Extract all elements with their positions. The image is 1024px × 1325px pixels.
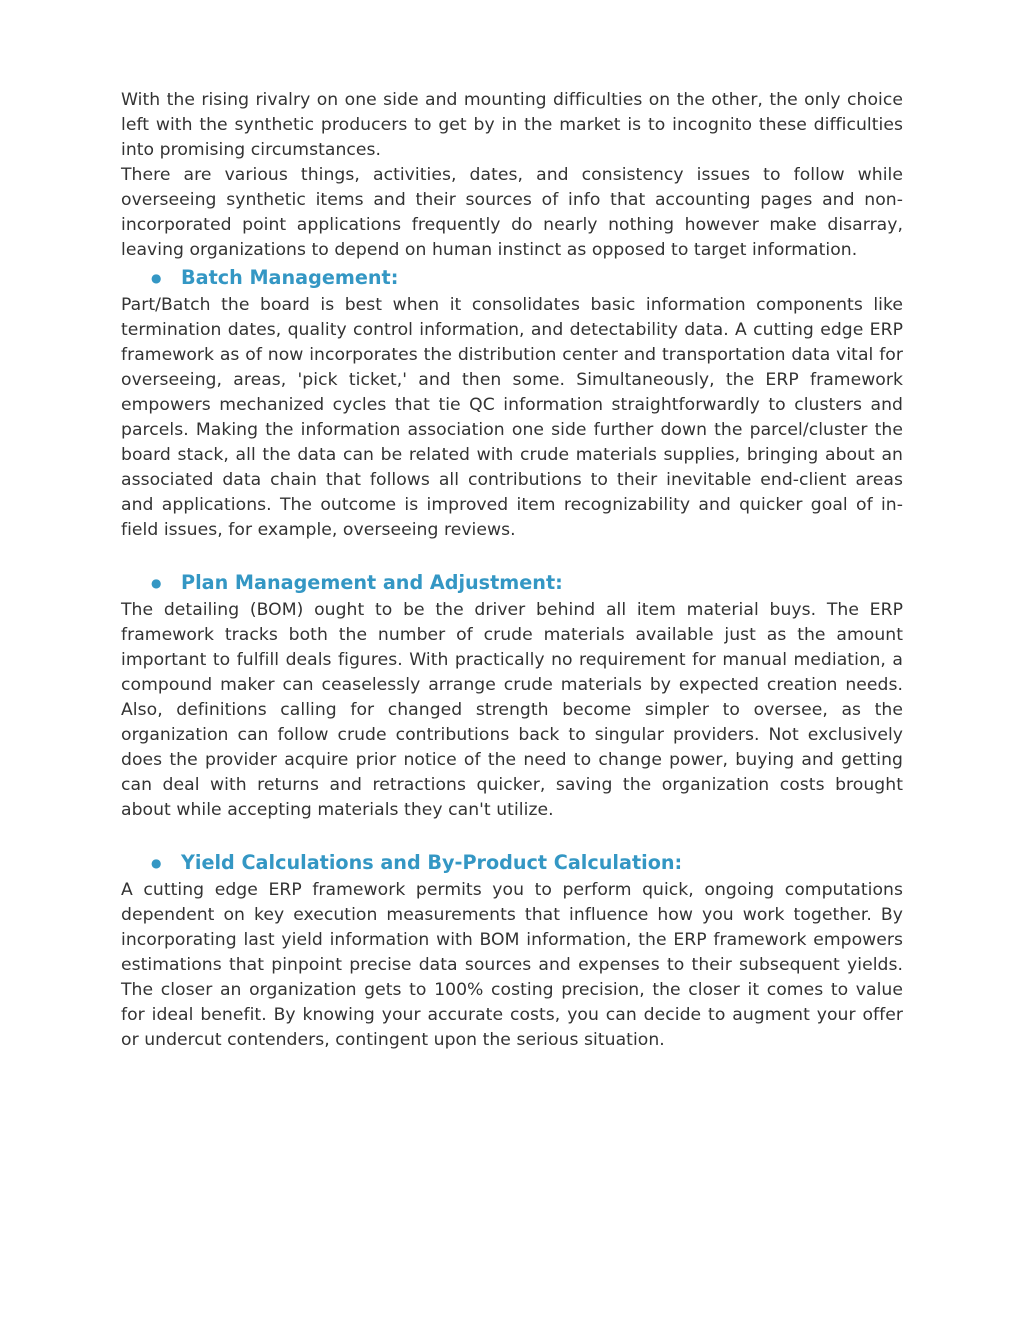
section-heading — [121, 568, 903, 598]
section-body: A cutting edge ERP framework permits you to perform quick, ongoing computations dependent on key execution measurements that influence how you work together. By incorporating last yield information with BOM information, the ERP framework empowers estimations that pinpoint precise data sources and expenses to their subsequent yields. The closer an organization gets to 100% costing precision, the closer it comes to value for ideal benefit. By knowing your accurate costs, you can decide to augment your offer or undercut contenders, contingent upon the serious situation. — [121, 880, 903, 1050]
section-heading-text: Batch Management: — [181, 266, 399, 289]
bullet-icon: ● — [151, 271, 162, 285]
section-yield-calculations — [121, 848, 903, 1053]
section-body: Part/Batch the board is best when it consolidates basic information components like termination dates, quality control information, and detectability data. A cutting edge ERP framework as of now incorporates the distribution center and transportation data vital for overseeing, areas, 'pick ticket,' and then some. Simultaneously, the ERP framework empowers mechanized cycles that tie QC information straightforwardly to clusters and parcels. Making the information association one side further down the parcel/cluster the board stack, all the data can be related with crude materials supplies, bringing about an associated data chain that follows all contributions to their inevitable end-client areas and applications. The outcome is improved item recognizability and quicker goal of in-field issues, for example, overseeing reviews. — [121, 295, 903, 540]
section-heading-text: Yield Calculations and By-Product Calculation: — [181, 851, 683, 874]
section-batch-management — [121, 263, 903, 543]
intro-paragraph: There are various things, activities, dates, and consistency issues to follow while overseeing synthetic items and their sources of info that accounting pages and non-incorporated point applications frequently do nearly nothing however make disarray, leaving organizations to depend on human instinct as opposed to target information. — [121, 165, 903, 260]
section-body: The detailing (BOM) ought to be the driver behind all item material buys. The ERP framework tracks both the number of crude materials available just as the amount important to fulfill deals figures. With practically no requirement for manual mediation, a compound maker can ceaselessly arrange crude materials by expected creation needs. Also, definitions calling for changed strength become simpler to oversee, as the organization can follow crude contributions back to singular providers. Not exclusively does the provider acquire prior notice of the need to change power, buying and getting can deal with returns and retractions quicker, saving the organization costs brought about while accepting materials they can't utilize. — [121, 600, 903, 820]
section-heading — [121, 848, 903, 878]
bullet-icon: ● — [151, 856, 162, 870]
bullet-icon: ● — [151, 576, 162, 590]
section-plan-management — [121, 568, 903, 823]
section-heading — [121, 263, 903, 293]
document-page — [121, 88, 903, 1078]
section-heading-text: Plan Management and Adjustment: — [181, 571, 563, 594]
intro-paragraph: With the rising rivalry on one side and mounting difficulties on the other, the only choice left with the synthetic producers to get by in the market is to incognito these difficulties into promising circumstances. — [121, 90, 903, 160]
